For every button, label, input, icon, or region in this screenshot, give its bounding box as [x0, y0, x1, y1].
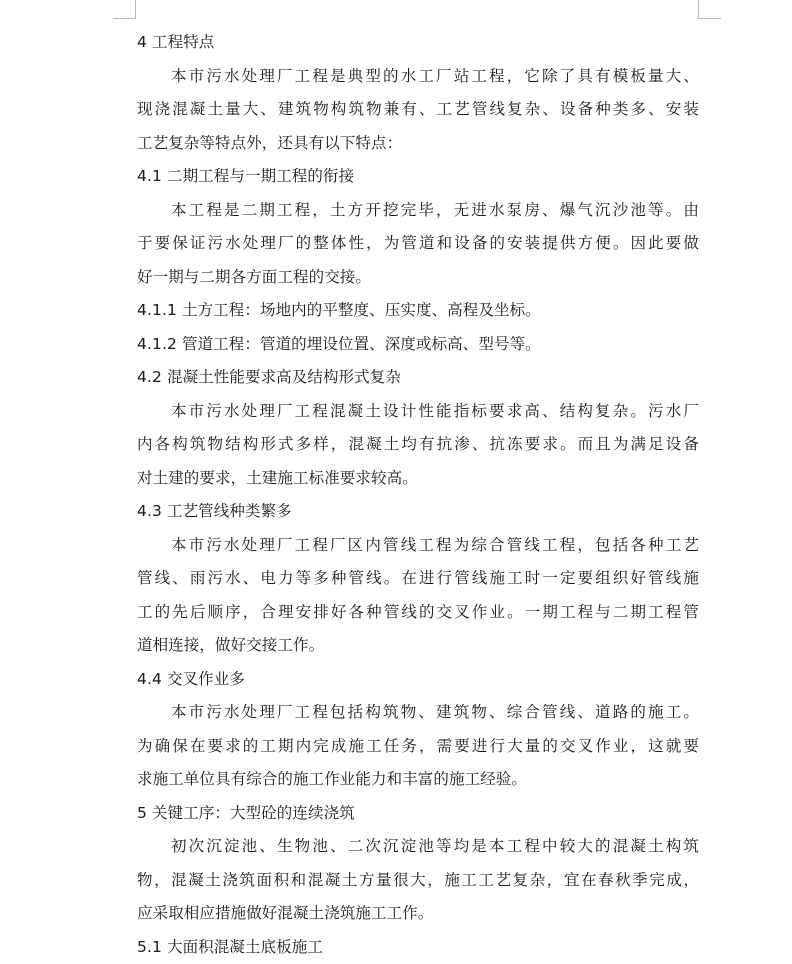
paragraph-line: 本市污水处理厂工程混凝土设计性能指标要求高、结构复杂。污水厂 [171, 401, 699, 420]
paragraph-line: 于要保证污水处理厂的整体性，为管道和设备的安装提供方便。因此要做 [137, 234, 699, 252]
paragraph [137, 529, 699, 663]
paragraph-line: 本工程是二期工程，土方开挖完毕，无进水泵房、爆气沉沙池等。由 [171, 200, 699, 219]
paragraph-line: 本市污水处理厂工程是典型的水工厂站工程，它除了具有模板量大、 [171, 66, 699, 85]
paragraph-line: 好一期与二期各方面工程的交接。 [137, 267, 372, 286]
section-heading-partial: 5.1 大面积混凝土底板施工 [137, 937, 323, 956]
section-heading: 4.3 工艺管线种类繁多 [137, 502, 292, 520]
paragraph-line: 初次沉淀池、生物池、二次沉淀池等均是本工程中较大的混凝土构筑 [171, 837, 699, 855]
section-heading: 4.2 混凝土性能要求高及结构形式复杂 [137, 368, 401, 386]
subsection-item: 4.1.1 土方工程：场地内的平整度、压实度、高程及坐标。 [137, 301, 541, 319]
paragraph-line: 物，混凝土浇筑面积和混凝土方量很大，施工工艺复杂，宜在春秋季完成， [137, 870, 699, 889]
document-body [137, 26, 699, 956]
paragraph-line: 求施工单位具有综合的施工作业能力和丰富的施工经验。 [137, 770, 528, 788]
paragraph-line: 对土建的要求，土建施工标准要求较高。 [137, 468, 418, 487]
section-heading: 5 关键工序：大型砼的连续浇筑 [137, 803, 355, 822]
paragraph-line: 工艺复杂等特点外，还具有以下特点： [137, 133, 403, 152]
paragraph-line: 应采取相应措施做好混凝土浇筑施工工作。 [137, 904, 434, 922]
section-heading: 4 工程特点 [137, 33, 215, 51]
paragraph [137, 60, 699, 161]
section-heading: 4.4 交叉作业多 [137, 669, 245, 688]
paragraph-line: 现浇混凝土量大、建筑物构筑物兼有、工艺管线复杂、设备种类多、安装 [137, 100, 699, 118]
paragraph [137, 194, 699, 295]
top-right-crop-mark [698, 0, 721, 19]
paragraph [137, 696, 699, 797]
paragraph [137, 830, 699, 931]
paragraph [137, 395, 699, 496]
paragraph-line: 本市污水处理厂工程厂区内管线工程为综合管线工程，包括各种工艺 [171, 535, 699, 554]
paragraph-line: 道相连接，做好交接工作。 [137, 636, 325, 654]
section-heading: 4.1 二期工程与一期工程的衔接 [137, 167, 355, 185]
paragraph-line: 工的先后顺序，合理安排好各种管线的交叉作业。一期工程与二期工程管 [137, 602, 699, 621]
paragraph-line: 管线、雨污水、电力等多种管线。在进行管线施工时一定要组织好管线施 [137, 569, 699, 587]
subsection-item: 4.1.2 管道工程：管道的埋设位置、深度或标高、型号等。 [137, 334, 541, 353]
paragraph-line: 本市污水处理厂工程包括构筑物、建筑物、综合管线、道路的施工。 [171, 703, 699, 721]
paragraph-line: 为确保在要求的工期内完成施工任务，需要进行大量的交叉作业，这就要 [137, 736, 699, 755]
paragraph-line: 内各构筑物结构形式多样，混凝土均有抗渗、抗冻要求。而且为满足设备 [137, 435, 699, 453]
top-left-crop-mark [113, 0, 136, 19]
